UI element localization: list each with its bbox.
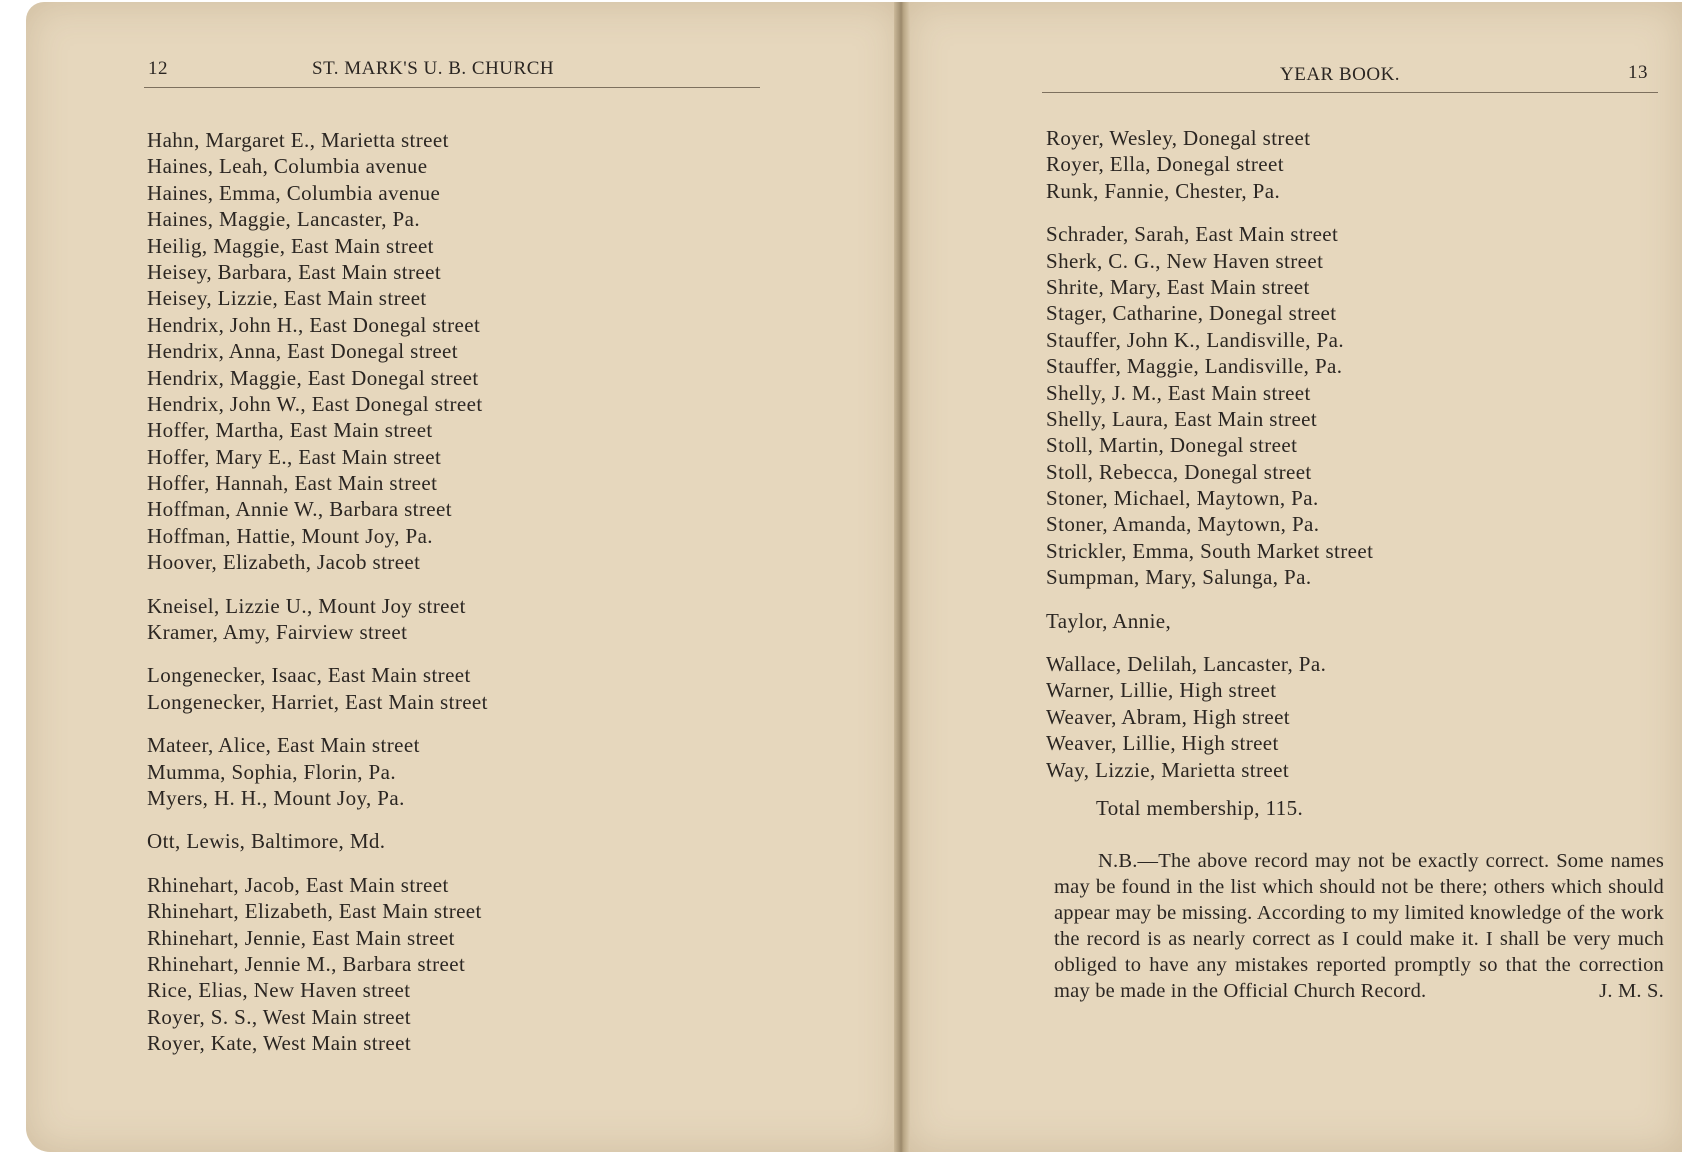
list-item: Hoffman, Hattie, Mount Joy, Pa. (147, 523, 433, 548)
list-item: Runk, Fannie, Chester, Pa. (1046, 178, 1281, 203)
list-item: Heilig, Maggie, East Main street (147, 233, 434, 258)
left-membership-list (147, 127, 488, 1057)
list-item: Taylor, Annie, (1046, 608, 1172, 633)
list-item: Royer, Wesley, Donegal street (1046, 126, 1311, 150)
total-membership: Total membership, 115. (1096, 796, 1304, 820)
list-item: Longenecker, Harriet, East Main street (147, 689, 488, 714)
list-item: Rice, Elias, New Haven street (147, 978, 411, 1003)
list-item: Haines, Maggie, Lancaster, Pa. (147, 207, 420, 232)
list-item: Sherk, C. G., New Haven street (1046, 248, 1324, 273)
list-item: Strickler, Emma, South Market street (1046, 538, 1374, 563)
list-item: Royer, S. S., West Main street (147, 1004, 411, 1029)
left-header-rule (144, 87, 760, 88)
list-item: Stoll, Martin, Donegal street (1046, 433, 1298, 458)
list-item: Shrite, Mary, East Main street (1046, 274, 1310, 299)
signature: J. M. S. (1599, 980, 1664, 1002)
list-item: Warner, Lillie, High street (1046, 678, 1277, 703)
list-item: Shelly, J. M., East Main street (1046, 380, 1311, 405)
list-item: Rhinehart, Jennie, East Main street (147, 925, 455, 950)
list-item: Mateer, Alice, East Main street (147, 733, 420, 758)
list-item: Hahn, Margaret E., Marietta street (147, 128, 449, 152)
list-item: Kramer, Amy, Fairview street (147, 620, 408, 645)
list-item: Hendrix, Maggie, East Donegal street (147, 365, 479, 390)
list-item: Weaver, Lillie, High street (1046, 731, 1279, 756)
list-item: Hoover, Elizabeth, Jacob street (147, 550, 421, 575)
list-item: Hendrix, John H., East Donegal street (147, 312, 481, 337)
nb-note-text: N.B.—The above record may not be exactly correct. Some names may be found in the list which should not be there; others which should appear may be missing. According to my limited knowledge of the work the record is as nearly correct as I could make it. I shall be very much obliged to have any mistakes reported promptly so that the correction may be made in the Official Church Record. (1054, 850, 1664, 1002)
list-item: Hoffer, Hannah, East Main street (147, 471, 438, 496)
right-page-number: 13 (1628, 62, 1648, 83)
left-page-number: 12 (148, 58, 168, 79)
list-item: Royer, Ella, Donegal street (1046, 152, 1284, 177)
list-item: Longenecker, Isaac, East Main street (147, 663, 471, 688)
list-item: Weaver, Abram, High street (1046, 704, 1291, 729)
list-item: Stoll, Rebecca, Donegal street (1046, 459, 1312, 484)
list-item: Rhinehart, Elizabeth, East Main street (147, 899, 482, 924)
left-running-head: ST. MARK'S U. B. CHURCH (312, 58, 555, 79)
list-item: Hendrix, John W., East Donegal street (147, 391, 483, 416)
list-item: Hoffman, Annie W., Barbara street (147, 497, 452, 522)
list-item: Schrader, Sarah, East Main street (1046, 222, 1339, 247)
list-item: Rhinehart, Jennie M., Barbara street (147, 951, 466, 976)
book-gutter (894, 2, 910, 1152)
list-item: Ott, Lewis, Baltimore, Md. (147, 829, 386, 854)
list-item: Wallace, Delilah, Lancaster, Pa. (1046, 652, 1327, 677)
list-item: Haines, Leah, Columbia avenue (147, 154, 428, 179)
list-item: Way, Lizzie, Marietta street (1046, 757, 1290, 782)
list-item: Myers, H. H., Mount Joy, Pa. (147, 785, 405, 810)
list-item: Stauffer, Maggie, Landisville, Pa. (1046, 354, 1343, 379)
right-header-rule (1042, 92, 1658, 93)
list-item: Hendrix, Anna, East Donegal street (147, 339, 459, 364)
list-item: Stoner, Michael, Maytown, Pa. (1046, 486, 1319, 511)
list-item: Royer, Kate, West Main street (147, 1031, 412, 1056)
list-item: Stager, Catharine, Donegal street (1046, 301, 1337, 326)
list-item: Rhinehart, Jacob, East Main street (147, 872, 449, 897)
right-running-head: YEAR BOOK. (1280, 64, 1401, 85)
list-item: Stoner, Amanda, Maytown, Pa. (1046, 512, 1320, 537)
list-item: Heisey, Barbara, East Main street (147, 259, 442, 284)
nb-note (1054, 848, 1664, 1004)
list-item: Shelly, Laura, East Main street (1046, 406, 1318, 431)
list-item: Sumpman, Mary, Salunga, Pa. (1046, 565, 1312, 590)
list-item: Hoffer, Mary E., East Main street (147, 444, 442, 469)
right-membership-list (1046, 125, 1373, 783)
list-item: Mumma, Sophia, Florin, Pa. (147, 759, 396, 784)
list-item: Stauffer, John K., Landisville, Pa. (1046, 327, 1344, 352)
list-item: Kneisel, Lizzie U., Mount Joy street (147, 593, 466, 618)
list-item: Hoffer, Martha, East Main street (147, 418, 433, 443)
list-item: Haines, Emma, Columbia avenue (147, 180, 441, 205)
list-item: Heisey, Lizzie, East Main street (147, 286, 427, 311)
